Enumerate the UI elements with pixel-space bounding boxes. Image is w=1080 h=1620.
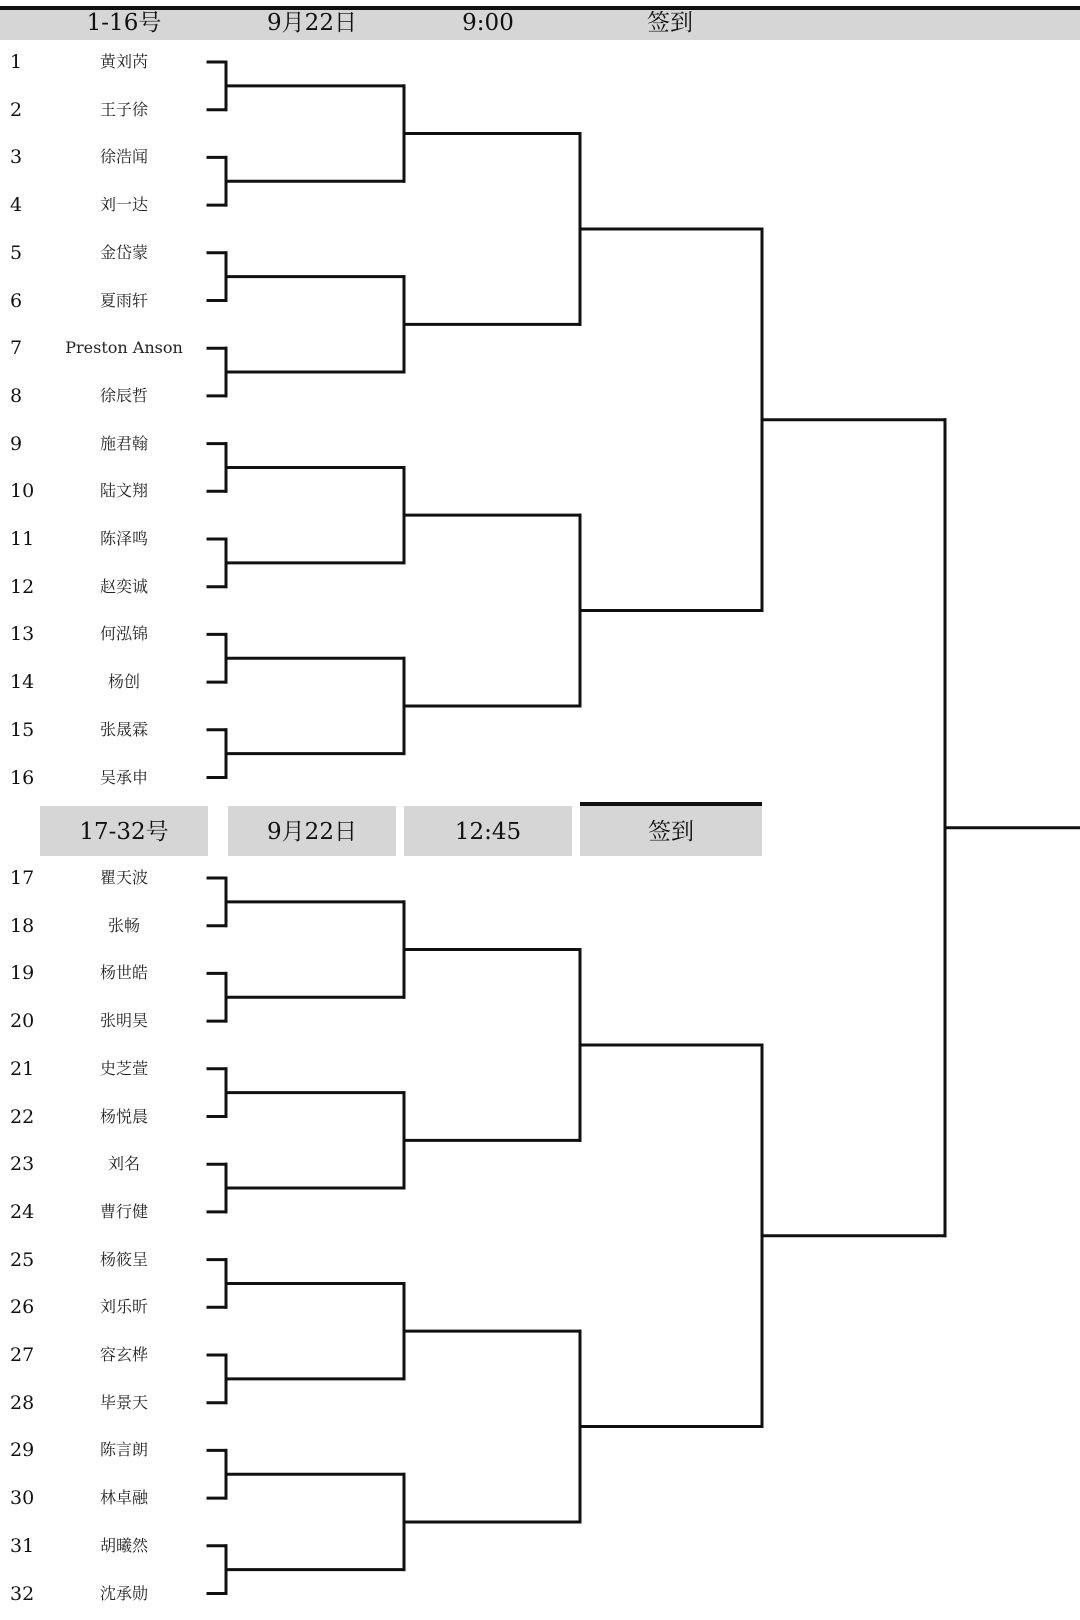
seed-number: 13 [10,623,35,646]
player-name: 陈泽鸣 [99,529,148,548]
group-label: 1-16号 [86,10,162,36]
seed-number: 17 [10,867,35,889]
player-name: 金岱蒙 [99,242,148,262]
player-name: 史芝萱 [99,1058,148,1078]
player-name: 徐浩闻 [99,147,148,167]
signin-label: 签到 [647,10,693,36]
seed-number: 3 [10,146,23,169]
player-name: 刘一达 [99,195,148,215]
player-name: 陈言朗 [99,1440,148,1460]
seed-number: 29 [10,1439,35,1462]
seed-number: 1 [10,51,23,73]
seed-number: 25 [10,1248,35,1271]
seed-number: 9 [10,432,23,455]
player-name: 杨世皓 [99,963,148,983]
player-name: 陆文翔 [99,481,148,501]
player-name: 沈承勋 [99,1583,148,1603]
player-name: 容玄桦 [99,1345,148,1364]
seed-number: 12 [10,575,35,598]
seed-number: 5 [10,241,23,264]
player-name: 毕景天 [99,1392,148,1412]
player-name: 杨悦晨 [99,1106,148,1126]
player-name: 刘乐昕 [99,1297,148,1317]
player-name: 瞿天波 [99,868,148,887]
seed-number: 19 [10,962,35,985]
seed-number: 14 [10,671,35,694]
player-name: 何泓锦 [99,624,148,644]
seed-number: 4 [10,194,23,217]
seed-number: 27 [10,1344,35,1366]
seed-number: 8 [10,384,23,407]
player-name: 刘名 [107,1154,140,1174]
player-name: 吴承申 [99,767,148,787]
match-time: 12:45 [404,806,572,856]
seed-number: 32 [10,1582,35,1605]
seed-number: 20 [10,1010,35,1033]
seed-number: 28 [10,1391,35,1414]
player-name: Preston Anson [65,338,183,358]
group-label: 17-32号 [40,806,208,856]
player-name: 胡曦然 [99,1535,148,1555]
seed-number: 2 [10,98,23,121]
player-name: 杨筱呈 [99,1249,148,1269]
player-name: 张晟霖 [99,719,148,739]
seed-number: 26 [10,1296,35,1319]
seed-number: 24 [10,1200,35,1223]
seed-number: 16 [10,766,35,789]
seed-number: 21 [10,1057,35,1080]
player-name: 林卓融 [99,1488,148,1508]
player-name: 曹行健 [99,1201,148,1221]
seed-number: 7 [10,337,23,360]
seed-number: 23 [10,1153,35,1176]
seed-number: 15 [10,718,35,741]
match-date: 9月22日 [267,10,357,36]
player-name: 黄刘芮 [99,52,148,71]
player-name: 王子徐 [99,99,148,119]
player-name: 徐辰哲 [99,385,148,405]
seed-number: 30 [10,1487,35,1510]
player-name: 张明昊 [99,1011,148,1031]
player-name: 杨创 [107,672,140,692]
player-name: 赵奕诚 [99,576,148,596]
signin-label: 签到 [580,802,762,856]
player-name: 夏雨轩 [99,290,148,310]
seed-number: 18 [10,914,35,937]
seed-number: 31 [10,1534,35,1557]
seed-number: 11 [10,528,35,550]
player-name: 施君翰 [99,433,148,453]
match-time: 9:00 [462,10,514,36]
seed-number: 6 [10,289,23,312]
player-name: 张畅 [107,915,140,935]
seed-number: 10 [10,480,35,503]
seed-number: 22 [10,1105,35,1128]
match-date: 9月22日 [228,806,396,856]
